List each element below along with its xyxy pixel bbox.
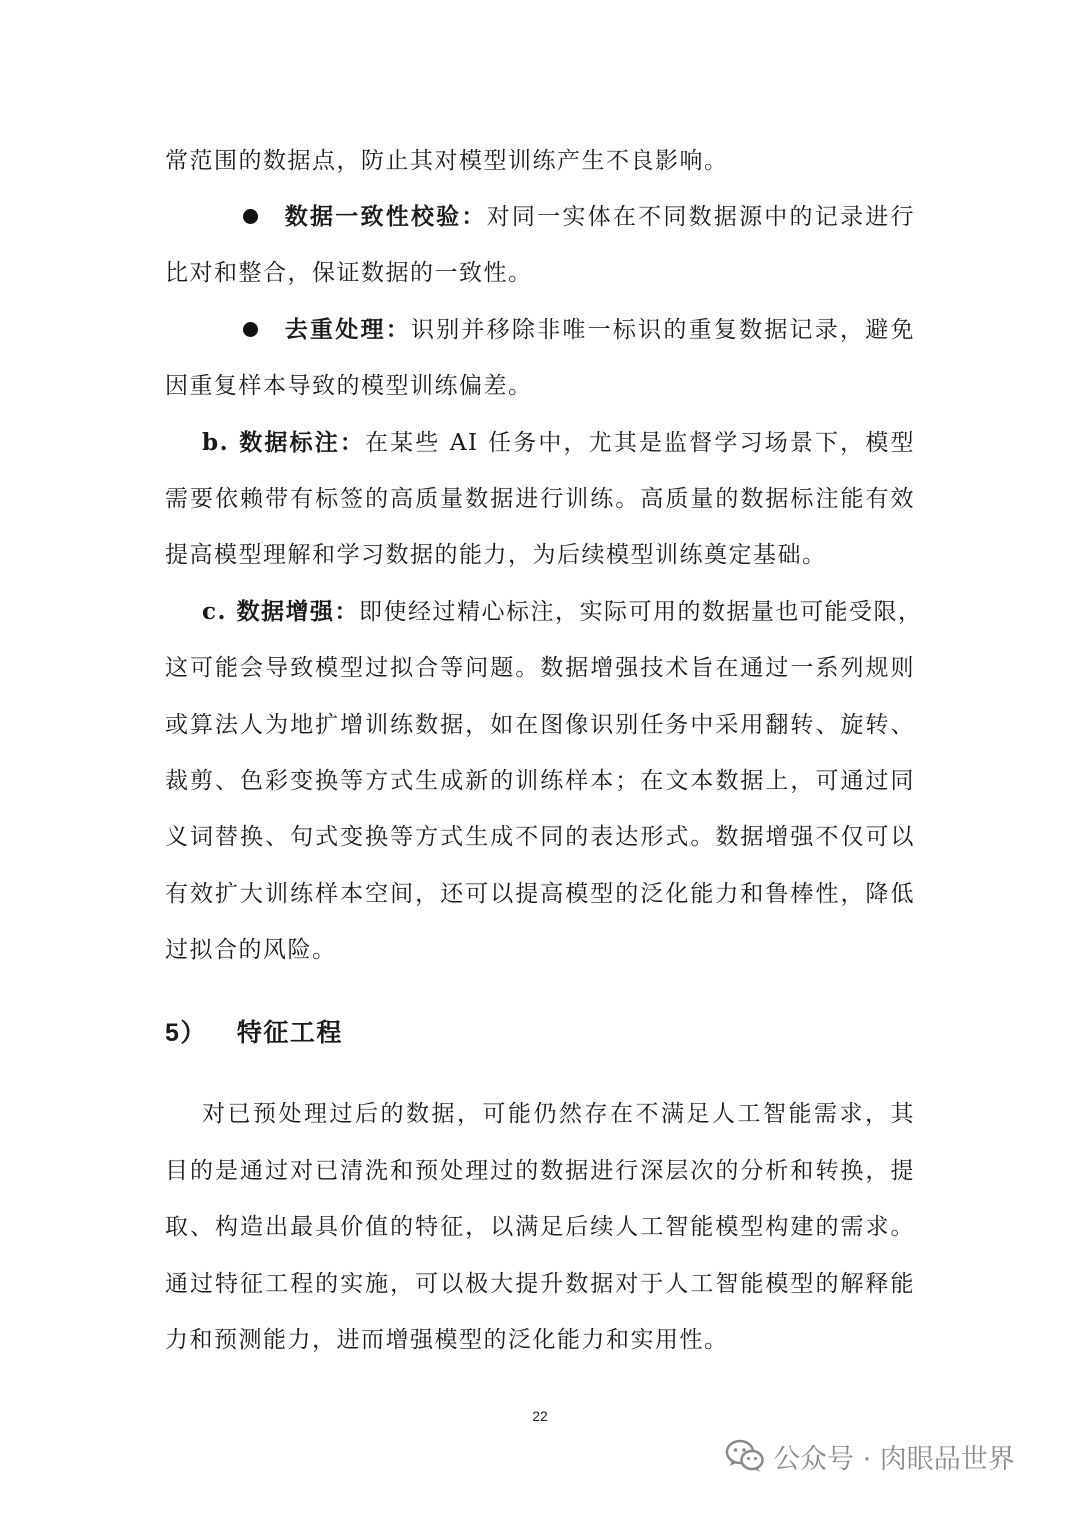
bullet-item-dedup xyxy=(243,314,915,346)
text-line: 或算法人为地扩增训练数据，如在图像识别任务中采用翻转、旋转、 xyxy=(165,712,915,738)
text-line: 因重复样本导致的模型训练偏差。 xyxy=(165,373,533,399)
bullet-label: 去重处理： xyxy=(284,316,411,343)
section-number: 5） xyxy=(165,1019,207,1047)
text-line: 比对和整合，保证数据的一致性。 xyxy=(165,260,533,286)
item-text: 即使经过精心标注，实际可用的数据量也可能受限， xyxy=(359,599,923,625)
section-title: 特征工程 xyxy=(236,1018,343,1047)
text-line: 力和预测能力，进而增强模型的泛化能力和实用性。 xyxy=(165,1327,729,1353)
item-label: b. 数据标注： xyxy=(202,429,365,456)
bullet-item-consistency xyxy=(243,201,915,233)
item-b-annotation xyxy=(202,427,915,459)
text-line: 义词替换、句式变换等方式生成不同的表达形式。数据增强不仅可以 xyxy=(165,824,915,850)
item-c-augmentation xyxy=(202,596,923,628)
text-line: 对已预处理过后的数据，可能仍然存在不满足人工智能需求，其 xyxy=(202,1101,915,1127)
bullet-text: 识别并移除非唯一标识的重复数据记录，避免 xyxy=(410,317,916,343)
bullet-label: 数据一致性校验： xyxy=(284,203,487,230)
text-line: 过拟合的风险。 xyxy=(165,937,337,963)
page-number: 22 xyxy=(532,1408,548,1424)
section-heading xyxy=(165,1016,343,1050)
wechat-icon xyxy=(725,1438,765,1474)
text-line: 这可能会导致模型过拟合等问题。数据增强技术旨在通过一系列规则 xyxy=(165,655,915,681)
text-line: 通过特征工程的实施，可以极大提升数据对于人工智能模型的解释能 xyxy=(165,1271,915,1297)
text-line: 常范围的数据点，防止其对模型训练产生不良影响。 xyxy=(165,148,729,174)
bullet-text: 对同一实体在不同数据源中的记录进行 xyxy=(486,204,916,230)
text-line: 需要依赖带有标签的高质量数据进行训练。高质量的数据标注能有效 xyxy=(165,486,915,512)
text-line: 目的是通过对已清洗和预处理过的数据进行深层次的分析和转换，提 xyxy=(165,1158,915,1184)
bullet-dot-icon xyxy=(243,209,258,224)
text-line: 提高模型理解和学习数据的能力，为后续模型训练奠定基础。 xyxy=(165,542,827,568)
text-line: 有效扩大训练样本空间，还可以提高模型的泛化能力和鲁棒性，降低 xyxy=(165,881,915,907)
watermark xyxy=(725,1434,1015,1478)
watermark-text: 公众号 · 肉眼品世界 xyxy=(773,1443,1015,1475)
item-label: c. 数据增强： xyxy=(202,598,360,625)
item-text: 在某些 AI 任务中，尤其是监督学习场景下，模型 xyxy=(365,430,915,456)
text-line: 取、构造出最具价值的特征，以满足后续人工智能模型构建的需求。 xyxy=(165,1214,915,1240)
text-line: 裁剪、色彩变换等方式生成新的训练样本；在文本数据上，可通过同 xyxy=(165,768,915,794)
bullet-dot-icon xyxy=(243,322,258,337)
